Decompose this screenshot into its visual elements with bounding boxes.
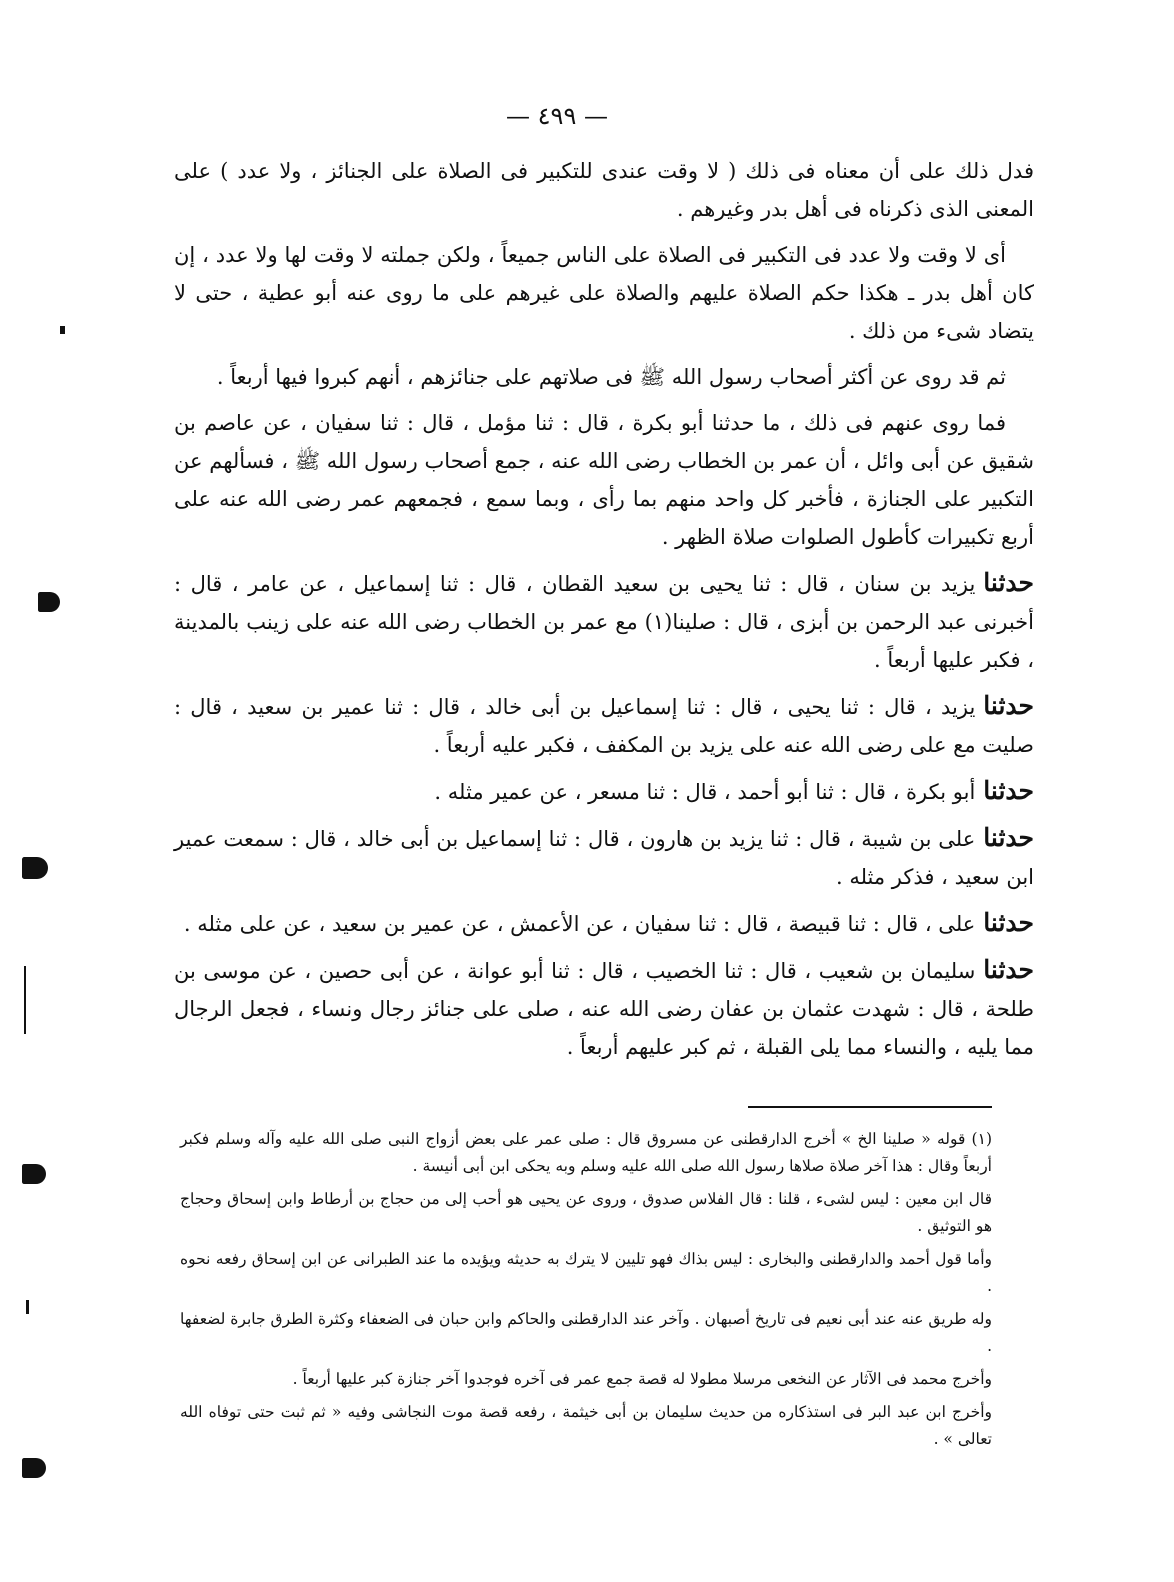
- paragraph-text: ثم قد روى عن أكثر أصحاب رسول الله ﷺ فى صلاتهم على جنائزهم ، أنهم كبروا فيها أربعاً .: [216, 365, 1006, 389]
- hadith-text: على بن شيبة ، قال : ثنا يزيد بن هارون ، قال : ثنا إسماعيل بن أبى خالد ، قال : سمعت عمير ابن سعيد ، فذكر مثله .: [174, 827, 1034, 889]
- paragraph-text: أى لا وقت ولا عدد فى التكبير فى الصلاة على الناس جميعاً ، ولكن جملته لا وقت لها ولا عدد ، إن كان أهل بدر ـ هكذا حكم الصلاة عليهم والصلاة على غيرهم على ما روى عنه أبو عطية ، حتى لا يتضاد شىء من ذلك .: [174, 243, 1034, 343]
- footnote-5: وأخرج محمد فى الآثار عن النخعى مرسلا مطولا له قصة جمع عمر فى آخره فوجدوا آخر جنازة كبر عليها أربعاً .: [292, 1370, 992, 1388]
- scan-blob: [22, 1164, 46, 1184]
- hadith-text: على ، قال : ثنا قبيصة ، قال : ثنا سفيان ، عن الأعمش ، عن عمير بن سعيد ، عن على مثله .: [183, 912, 976, 936]
- hadith-text: يزيد بن سنان ، قال : ثنا يحيى بن سعيد القطان ، قال : ثنا إسماعيل ، عن عامر ، قال : أخبرنى عبد الرحمن بن أبزى ، قال : صلينا(١) مع عمر بن الخطاب رضى الله عنه على زينب بالمدينة ، فكبر عليها أربعاً .: [174, 572, 1034, 672]
- footnote-2: قال ابن معين : ليس لشىء ، قلنا : قال الفلاس صدوق ، وروى عن يحيى هو أحب إلى من حجاج بن أرطاط وابن إسحاق وحجاج هو التوثيق .: [180, 1190, 992, 1235]
- page-number: — ٤٩٩ —: [506, 102, 608, 130]
- paragraph-text: فدل ذلك على أن معناه فى ذلك ( لا وقت عندى للتكبير فى الصلاة على الجنائز ، ولا عدد ) على المعنى الذى ذكرناه فى أهل بدر وغيرهم .: [174, 159, 1034, 221]
- footnote-1: (١) قوله « صلينا الخ » أخرج الدارقطنى عن مسروق قال : صلى عمر على بعض أزواج النبى صلى الله عليه وآله وسلم فكبر أربعاً وقال : هذا آخر صلاة صلاها رسول الله صلى الله عليه وسلم وبه يحكى ابن أبى أنيسة .: [180, 1130, 992, 1175]
- footnote-6: وأخرج ابن عبد البر فى استذكاره من حديث سليمان بن أبى خيثمة ، رفعه قصة موت النجاشى وفيه « ثم ثبت حتى توفاه الله تعالى » .: [180, 1403, 992, 1448]
- paragraph-1: [174, 152, 1034, 228]
- paragraph-4: [174, 404, 1034, 556]
- paragraph-3: [174, 358, 1034, 396]
- hadith-10: [174, 951, 1034, 1066]
- hadith-6: [174, 687, 1034, 764]
- scan-speck: [26, 1300, 29, 1314]
- haddathana-lead: حدثنا: [983, 776, 1034, 805]
- hadith-9: [174, 904, 1034, 943]
- scan-line: [24, 966, 26, 1034]
- haddathana-lead: حدثنا: [983, 955, 1034, 984]
- scan-blob: [38, 592, 60, 612]
- scan-blob: [22, 1458, 46, 1478]
- haddathana-lead: حدثنا: [983, 568, 1034, 597]
- hadith-8: [174, 819, 1034, 896]
- footnote-3: وأما قول أحمد والدارقطنى والبخارى : ليس بذاك فهو تليين لا يترك به حديثه ويؤيده ما عند الطبرانى عن ابن إسحاق رفعه نحوه .: [180, 1250, 992, 1295]
- hadith-7: [174, 772, 1034, 811]
- haddathana-lead: حدثنا: [983, 908, 1034, 937]
- scan-blob: [22, 857, 48, 879]
- hadith-text: سليمان بن شعيب ، قال : ثنا الخصيب ، قال : ثنا أبو عوانة ، عن أبى حصين ، عن موسى بن طلحة ، قال : شهدت عثمان بن عفان رضى الله عنه ، صلى على جنائز رجال ونساء ، فجعل الرجال مما يليه ، والنساء مما يلى القبلة ، ثم كبر عليهم أربعاً .: [174, 959, 1034, 1059]
- paragraph-text: فما روى عنهم فى ذلك ، ما حدثنا أبو بكرة ، قال : ثنا مؤمل ، قال : ثنا سفيان ، عن عاصم بن شقيق عن أبى وائل ، أن عمر بن الخطاب رضى الله عنه ، جمع أصحاب رسول الله ﷺ ، فسألهم عن التكبير على الجنازة ، فأخبر كل واحد منهم بما رأى ، وبما سمع ، فجمعهم عمر رضى الله عنه على أربع تكبيرات كأطول الصلوات صلاة الظهر .: [174, 411, 1034, 549]
- hadith-text: يزيد ، قال : ثنا يحيى ، قال : ثنا إسماعيل بن أبى خالد ، قال : ثنا عمير بن سعيد ، قال : صليت مع على رضى الله عنه على يزيد بن المكفف ، فكبر عليه أربعاً .: [174, 695, 1034, 757]
- paragraph-2: [174, 236, 1034, 350]
- hadith-text: أبو بكرة ، قال : ثنا أبو أحمد ، قال : ثنا مسعر ، عن عمير مثله .: [434, 780, 976, 804]
- scan-speck: [60, 326, 65, 334]
- haddathana-lead: حدثنا: [983, 823, 1034, 852]
- footnote-4: وله طريق عنه عند أبى نعيم فى تاريخ أصبهان . وآخر عند الدارقطنى والحاكم وابن حبان فى الضعفاء وكثرة الطرق جابرة لضعفها .: [180, 1310, 992, 1355]
- main-text: [174, 152, 1034, 1074]
- footnotes: [180, 1126, 992, 1459]
- haddathana-lead: حدثنا: [983, 691, 1034, 720]
- footnote-separator: [748, 1106, 992, 1108]
- hadith-5: [174, 564, 1034, 679]
